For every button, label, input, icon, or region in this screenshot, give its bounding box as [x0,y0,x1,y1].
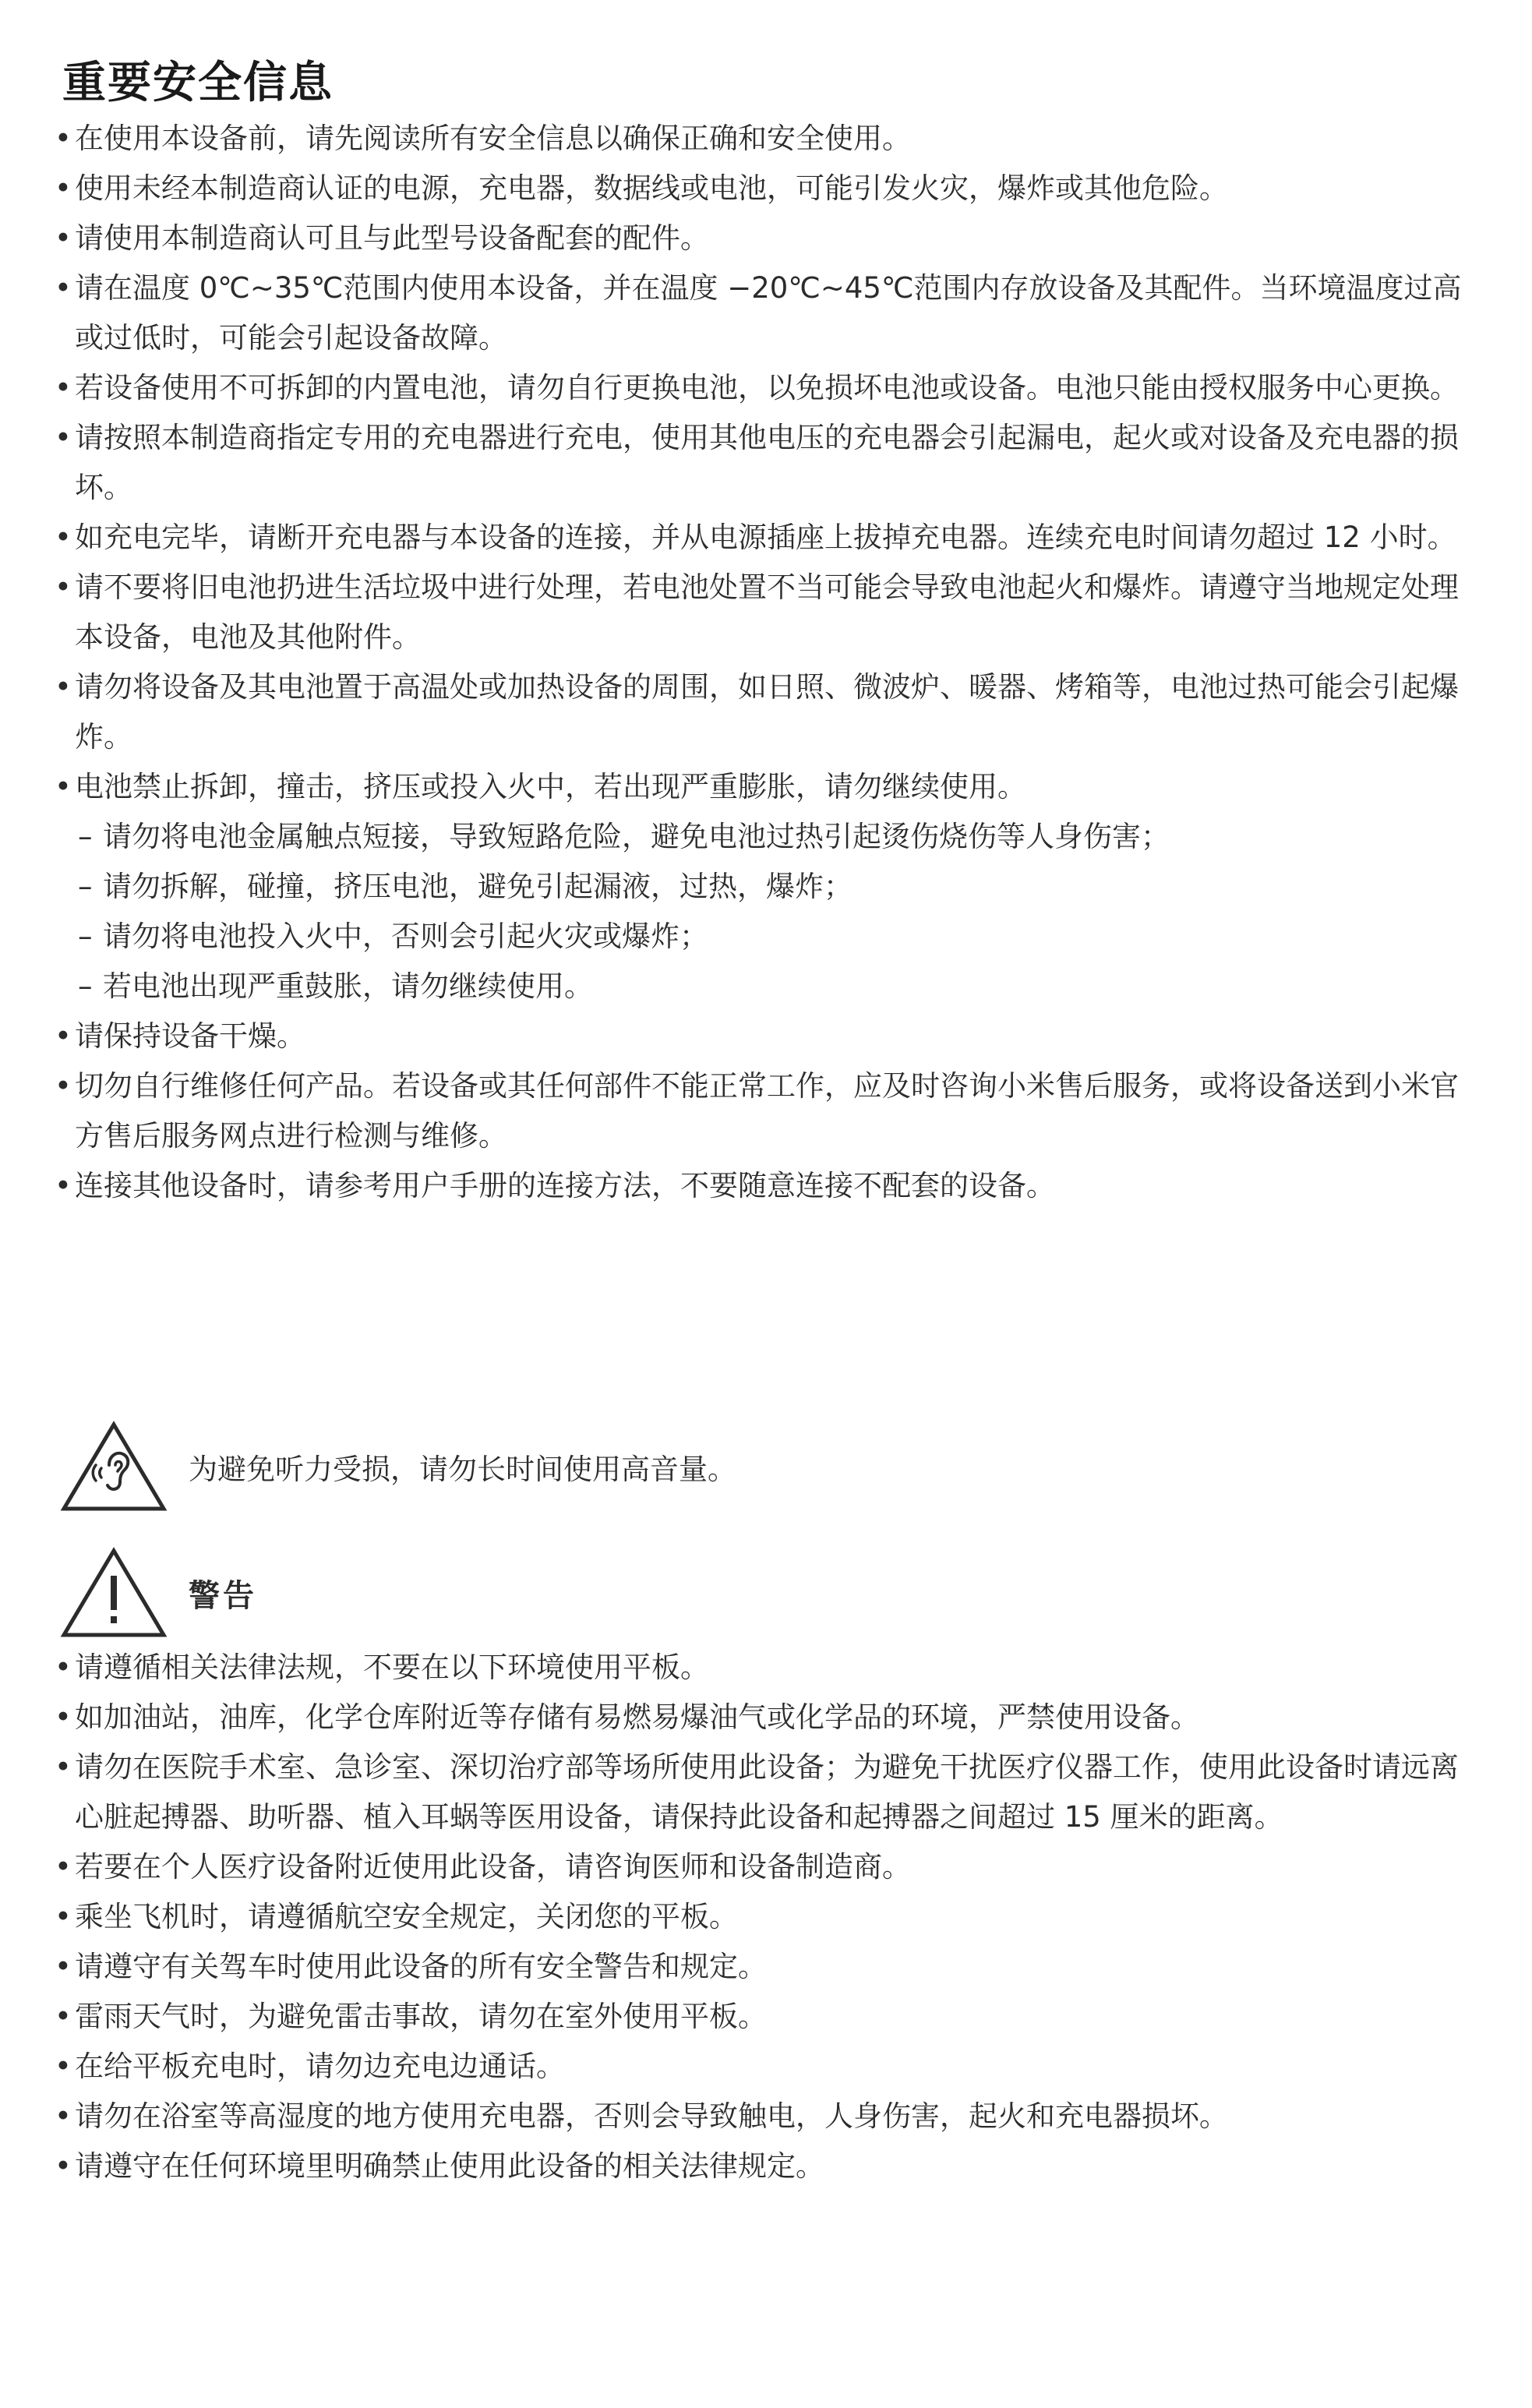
list-item [55,662,1481,762]
bullet-marker: • [55,670,72,704]
bullet-marker: • [55,421,72,454]
list-item-text: 请使用本制造商认可且与此型号设备配套的配件。 [75,221,709,255]
list-item-text: 请勿将电池金属触点短接，导致短路危险，避免电池过热引起烫伤烧伤等人身伤害； [103,820,1170,853]
list-item [55,2042,1481,2092]
list-item [55,2092,1481,2141]
list-item-text: 请遵守在任何环境里明确禁止使用此设备的相关法律规定。 [75,2149,824,2183]
list-item-text: 雷雨天气时，为避免雷击事故，请勿在室外使用平板。 [75,2000,767,2033]
list-item-text: 请保持设备干燥。 [75,1019,305,1053]
bullet-marker: • [55,570,72,604]
bullet-marker: • [55,2050,72,2083]
list-item-text: 若电池出现严重鼓胀，请勿继续使用。 [103,969,593,1003]
list-item-text: 如加油站，油库，化学仓库附近等存储有易燃易爆油气或化学品的环境，严禁使用设备。 [75,1700,1199,1734]
bullet-marker: • [55,122,72,155]
bullet-marker: • [55,1750,72,1784]
list-item [55,1012,1481,1061]
bullet-marker: • [55,1069,72,1103]
list-item [55,214,1481,263]
bullet-marker: • [55,770,72,803]
list-item-text: 如充电完毕，请断开充电器与本设备的连接，并从电源插座上拔掉充电器。连续充电时间请勿超过 12 小时。 [75,521,1456,554]
list-item [55,1842,1481,1892]
dash-marker: – [78,820,93,853]
bullet-marker: • [55,521,72,554]
dash-marker: – [78,920,93,953]
warning-heading: 警告 [189,1577,257,1614]
list-item [55,1161,1481,1211]
list-item-text: 在给平板充电时，请勿边充电边通话。 [75,2050,565,2083]
warning-list [55,1643,1481,2191]
list-item [55,513,1481,563]
warning-triangle-icon [59,1546,168,1640]
list-item [55,1061,1481,1161]
list-item-text: 若设备使用不可拆卸的内置电池，请勿自行更换电池，以免损坏电池或设备。电池只能由授权服务中心更换。 [75,371,1459,404]
page-title: 重要安全信息 [62,58,334,108]
warning-heading-row [59,1546,257,1640]
bullet-marker: • [55,2000,72,2033]
safety-list [55,114,1481,1211]
list-item-text: 若要在个人医疗设备附近使用此设备，请咨询医师和设备制造商。 [75,1850,911,1884]
bullet-marker: • [55,271,72,305]
list-item [55,563,1481,662]
bullet-marker: • [55,1950,72,1983]
list-item-text: 请遵循相关法律法规，不要在以下环境使用平板。 [75,1651,709,1684]
bullet-marker: • [55,1019,72,1053]
sub-list-item [55,812,1481,862]
list-item-text: 连接其他设备时，请参考用户手册的连接方法，不要随意连接不配套的设备。 [75,1169,1055,1202]
bullet-marker: • [55,1700,72,1734]
hearing-notice-text: 为避免听力受损，请勿长时间使用高音量。 [189,1453,736,1486]
list-item-text: 乘坐飞机时，请遵循航空安全规定，关闭您的平板。 [75,1900,738,1933]
list-item [55,413,1481,513]
bullet-marker: • [55,221,72,255]
sub-list-item [55,962,1481,1012]
list-item [55,164,1481,214]
bullet-marker: • [55,2099,72,2133]
bullet-marker: • [55,1169,72,1202]
bullet-marker: • [55,371,72,404]
bullet-marker: • [55,1850,72,1884]
list-item-text: 请按照本制造商指定专用的充电器进行充电，使用其他电压的充电器会引起漏电，起火或对设备及充电器的损坏。 [75,421,1459,504]
list-item-text: 请勿将电池投入火中，否则会引起火灾或爆炸； [103,920,708,953]
list-item [55,2141,1481,2191]
list-item [55,762,1481,812]
list-item-text: 请不要将旧电池扔进生活垃圾中进行处理，若电池处置不当可能会导致电池起火和爆炸。请遵守当地规定处理本设备，电池及其他附件。 [75,570,1459,654]
list-item-text: 请遵守有关驾车时使用此设备的所有安全警告和规定。 [75,1950,767,1983]
list-item-text: 请勿拆解，碰撞，挤压电池，避免引起漏液，过热，爆炸； [103,870,852,903]
list-item-text: 请勿在浴室等高湿度的地方使用充电器，否则会导致触电，人身伤害，起火和充电器损坏。 [75,2099,1228,2133]
hearing-warning-icon [59,1420,168,1513]
list-item [55,1742,1481,1842]
list-item-text: 请勿在医院手术室、急诊室、深切治疗部等场所使用此设备；为避免干扰医疗仪器工作，使用此设备时请远离心脏起搏器、助听器、植入耳蜗等医用设备，请保持此设备和起搏器之间超过 15 厘米的距离。 [75,1750,1459,1834]
dash-marker: – [78,969,93,1003]
list-item-text: 切勿自行维修任何产品。若设备或其任何部件不能正常工作，应及时咨询小米售后服务，或将设备送到小米官方售后服务网点进行检测与维修。 [75,1069,1459,1153]
list-item [55,114,1481,164]
list-item [55,1942,1481,1992]
list-item-text: 请在温度 0℃~35℃范围内使用本设备，并在温度 −20℃~45℃范围内存放设备及其配件。当环境温度过高或过低时，可能会引起设备故障。 [75,271,1462,355]
list-item [55,1992,1481,2042]
hearing-notice-row [59,1420,736,1513]
sub-list-item [55,912,1481,962]
list-item [55,363,1481,413]
dash-marker: – [78,870,93,903]
bullet-marker: • [55,2149,72,2183]
list-item [55,1693,1481,1742]
list-item-text: 使用未经本制造商认证的电源，充电器，数据线或电池，可能引发火灾，爆炸或其他危险。 [75,171,1228,205]
list-item-text: 在使用本设备前，请先阅读所有安全信息以确保正确和安全使用。 [75,122,911,155]
bullet-marker: • [55,171,72,205]
bullet-marker: • [55,1900,72,1933]
sub-list-item [55,862,1481,912]
list-item-text: 电池禁止拆卸，撞击，挤压或投入火中，若出现严重膨胀，请勿继续使用。 [75,770,1026,803]
list-item [55,1643,1481,1693]
bullet-marker: • [55,1651,72,1684]
list-item [55,263,1481,363]
list-item-text: 请勿将设备及其电池置于高温处或加热设备的周围，如日照、微波炉、暖器、烤箱等，电池过热可能会引起爆炸。 [75,670,1459,754]
list-item [55,1892,1481,1942]
